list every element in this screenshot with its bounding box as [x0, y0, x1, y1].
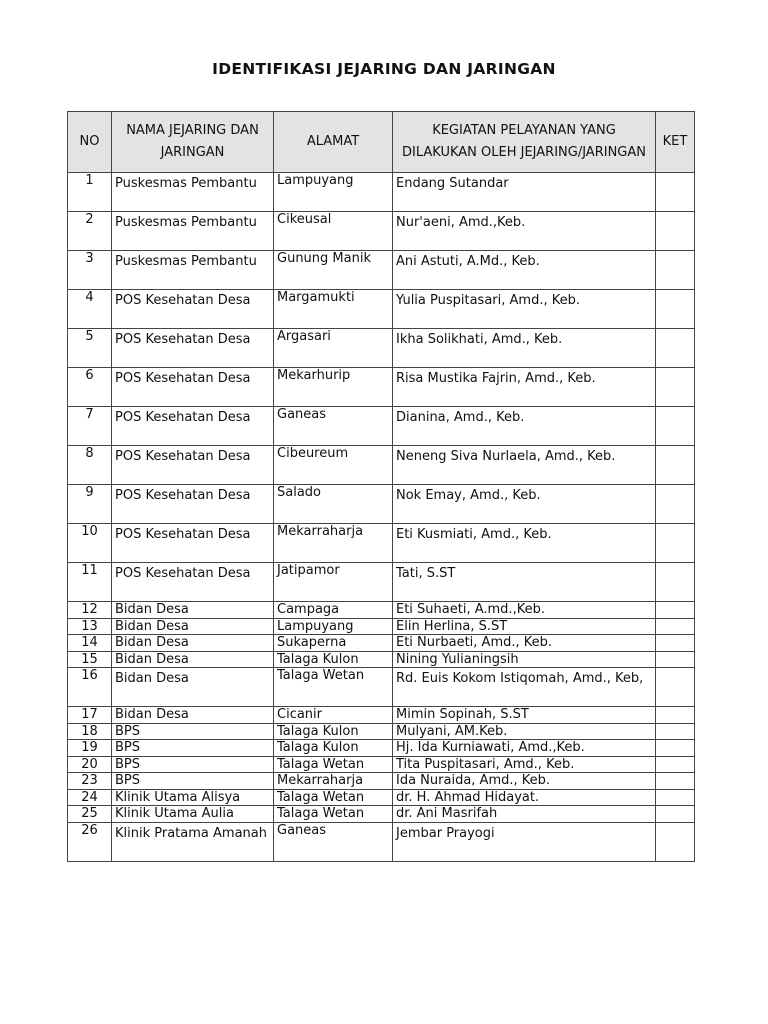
cell-address: Talaga Wetan — [274, 806, 393, 823]
cell-no: 4 — [68, 290, 112, 329]
header-name: NAMA JEJARING DAN JARINGAN — [112, 112, 274, 173]
cell-activity: Yulia Puspitasari, Amd., Keb. — [393, 290, 656, 329]
cell-address: Argasari — [274, 329, 393, 368]
cell-ket — [656, 329, 695, 368]
cell-activity: Eti Suhaeti, A.md.,Keb. — [393, 602, 656, 619]
cell-ket — [656, 407, 695, 446]
table-row — [68, 602, 695, 619]
cell-activity: Ani Astuti, A.Md., Keb. — [393, 251, 656, 290]
cell-activity: Nok Emay, Amd., Keb. — [393, 485, 656, 524]
cell-name: BPS — [112, 740, 274, 757]
table-row — [68, 524, 695, 563]
cell-no: 3 — [68, 251, 112, 290]
table-row — [68, 251, 695, 290]
cell-name: Klinik Utama Aulia — [112, 806, 274, 823]
cell-ket — [656, 602, 695, 619]
cell-address: Mekarraharja — [274, 773, 393, 790]
cell-address: Talaga Kulon — [274, 723, 393, 740]
table-row — [68, 563, 695, 602]
cell-no: 10 — [68, 524, 112, 563]
cell-address: Mekarhurip — [274, 368, 393, 407]
header-ket: KET — [656, 112, 695, 173]
cell-ket — [656, 212, 695, 251]
cell-address: Jatipamor — [274, 563, 393, 602]
table-row — [68, 740, 695, 757]
cell-name: POS Kesehatan Desa — [112, 290, 274, 329]
cell-ket — [656, 524, 695, 563]
cell-ket — [656, 173, 695, 212]
cell-name: Puskesmas Pembantu — [112, 173, 274, 212]
cell-name: Bidan Desa — [112, 651, 274, 668]
cell-ket — [656, 773, 695, 790]
cell-ket — [656, 789, 695, 806]
cell-no: 13 — [68, 618, 112, 635]
cell-no: 25 — [68, 806, 112, 823]
cell-name: Bidan Desa — [112, 635, 274, 652]
cell-activity: Eti Kusmiati, Amd., Keb. — [393, 524, 656, 563]
table-row — [68, 212, 695, 251]
cell-activity: Eti Nurbaeti, Amd., Keb. — [393, 635, 656, 652]
cell-address: Cibeureum — [274, 446, 393, 485]
cell-activity: Nur'aeni, Amd.,Keb. — [393, 212, 656, 251]
cell-address: Salado — [274, 485, 393, 524]
cell-activity: Endang Sutandar — [393, 173, 656, 212]
document-title: IDENTIFIKASI JEJARING DAN JARINGAN — [212, 60, 556, 78]
table-row — [68, 329, 695, 368]
cell-name: POS Kesehatan Desa — [112, 446, 274, 485]
cell-address: Campaga — [274, 602, 393, 619]
cell-name: Bidan Desa — [112, 707, 274, 724]
cell-activity: Risa Mustika Fajrin, Amd., Keb. — [393, 368, 656, 407]
cell-address: Ganeas — [274, 822, 393, 861]
table-row — [68, 446, 695, 485]
cell-name: Klinik Pratama Amanah — [112, 822, 274, 861]
cell-ket — [656, 446, 695, 485]
cell-no: 1 — [68, 173, 112, 212]
table-row — [68, 173, 695, 212]
cell-ket — [656, 651, 695, 668]
cell-name: POS Kesehatan Desa — [112, 524, 274, 563]
table-row — [68, 290, 695, 329]
cell-name: POS Kesehatan Desa — [112, 368, 274, 407]
cell-activity: Ikha Solikhati, Amd., Keb. — [393, 329, 656, 368]
cell-ket — [656, 756, 695, 773]
cell-activity: Ida Nuraida, Amd., Keb. — [393, 773, 656, 790]
cell-no: 17 — [68, 707, 112, 724]
cell-no: 6 — [68, 368, 112, 407]
cell-ket — [656, 723, 695, 740]
table-row — [68, 485, 695, 524]
cell-activity: Tita Puspitasari, Amd., Keb. — [393, 756, 656, 773]
cell-no: 7 — [68, 407, 112, 446]
cell-activity: Jembar Prayogi — [393, 822, 656, 861]
cell-address: Cicanir — [274, 707, 393, 724]
table-row — [68, 806, 695, 823]
cell-address: Sukaperna — [274, 635, 393, 652]
cell-activity: dr. Ani Masrifah — [393, 806, 656, 823]
cell-no: 16 — [68, 668, 112, 707]
cell-ket — [656, 251, 695, 290]
table-row — [68, 822, 695, 861]
cell-activity: Dianina, Amd., Keb. — [393, 407, 656, 446]
table-body — [68, 173, 695, 862]
table-row — [68, 407, 695, 446]
table-row — [68, 756, 695, 773]
table-row — [68, 707, 695, 724]
cell-name: POS Kesehatan Desa — [112, 485, 274, 524]
table-header-row — [68, 112, 695, 173]
cell-name: POS Kesehatan Desa — [112, 563, 274, 602]
table-row — [68, 651, 695, 668]
cell-name: Klinik Utama Alisya — [112, 789, 274, 806]
cell-no: 15 — [68, 651, 112, 668]
cell-address: Ganeas — [274, 407, 393, 446]
cell-ket — [656, 485, 695, 524]
cell-ket — [656, 618, 695, 635]
cell-no: 20 — [68, 756, 112, 773]
cell-name: POS Kesehatan Desa — [112, 329, 274, 368]
cell-no: 2 — [68, 212, 112, 251]
cell-ket — [656, 668, 695, 707]
table-row — [68, 789, 695, 806]
cell-name: Bidan Desa — [112, 668, 274, 707]
cell-address: Talaga Wetan — [274, 668, 393, 707]
cell-no: 24 — [68, 789, 112, 806]
cell-address: Talaga Kulon — [274, 651, 393, 668]
cell-activity: dr. H. Ahmad Hidayat. — [393, 789, 656, 806]
cell-name: Puskesmas Pembantu — [112, 212, 274, 251]
table-row — [68, 773, 695, 790]
table-row — [68, 668, 695, 707]
table-row — [68, 368, 695, 407]
cell-name: BPS — [112, 756, 274, 773]
cell-no: 11 — [68, 563, 112, 602]
header-activity: KEGIATAN PELAYANAN YANG DILAKUKAN OLEH JEJARING/JARINGAN — [393, 112, 656, 173]
cell-ket — [656, 707, 695, 724]
cell-name: Bidan Desa — [112, 602, 274, 619]
cell-no: 5 — [68, 329, 112, 368]
header-no: NO — [68, 112, 112, 173]
cell-name: Bidan Desa — [112, 618, 274, 635]
cell-name: BPS — [112, 773, 274, 790]
cell-activity: Hj. Ida Kurniawati, Amd.,Keb. — [393, 740, 656, 757]
header-address: ALAMAT — [274, 112, 393, 173]
cell-activity: Rd. Euis Kokom Istiqomah, Amd., Keb, — [393, 668, 656, 707]
table-row — [68, 635, 695, 652]
cell-ket — [656, 822, 695, 861]
cell-no: 12 — [68, 602, 112, 619]
cell-activity: Neneng Siva Nurlaela, Amd., Keb. — [393, 446, 656, 485]
cell-ket — [656, 806, 695, 823]
cell-activity: Mulyani, AM.Keb. — [393, 723, 656, 740]
cell-activity: Mimin Sopinah, S.ST — [393, 707, 656, 724]
cell-address: Cikeusal — [274, 212, 393, 251]
cell-activity: Tati, S.ST — [393, 563, 656, 602]
cell-address: Mekarraharja — [274, 524, 393, 563]
cell-ket — [656, 563, 695, 602]
cell-ket — [656, 290, 695, 329]
cell-address: Lampuyang — [274, 618, 393, 635]
network-table — [67, 111, 695, 862]
cell-ket — [656, 740, 695, 757]
cell-no: 26 — [68, 822, 112, 861]
cell-address: Lampuyang — [274, 173, 393, 212]
cell-no: 14 — [68, 635, 112, 652]
cell-name: Puskesmas Pembantu — [112, 251, 274, 290]
cell-no: 9 — [68, 485, 112, 524]
table-row — [68, 723, 695, 740]
cell-no: 8 — [68, 446, 112, 485]
cell-address: Talaga Kulon — [274, 740, 393, 757]
table-row — [68, 618, 695, 635]
cell-address: Gunung Manik — [274, 251, 393, 290]
cell-name: POS Kesehatan Desa — [112, 407, 274, 446]
cell-ket — [656, 635, 695, 652]
cell-no: 18 — [68, 723, 112, 740]
cell-address: Talaga Wetan — [274, 756, 393, 773]
cell-address: Margamukti — [274, 290, 393, 329]
cell-no: 19 — [68, 740, 112, 757]
cell-activity: Nining Yulianingsih — [393, 651, 656, 668]
cell-ket — [656, 368, 695, 407]
cell-name: BPS — [112, 723, 274, 740]
cell-activity: Elin Herlina, S.ST — [393, 618, 656, 635]
cell-address: Talaga Wetan — [274, 789, 393, 806]
cell-no: 23 — [68, 773, 112, 790]
